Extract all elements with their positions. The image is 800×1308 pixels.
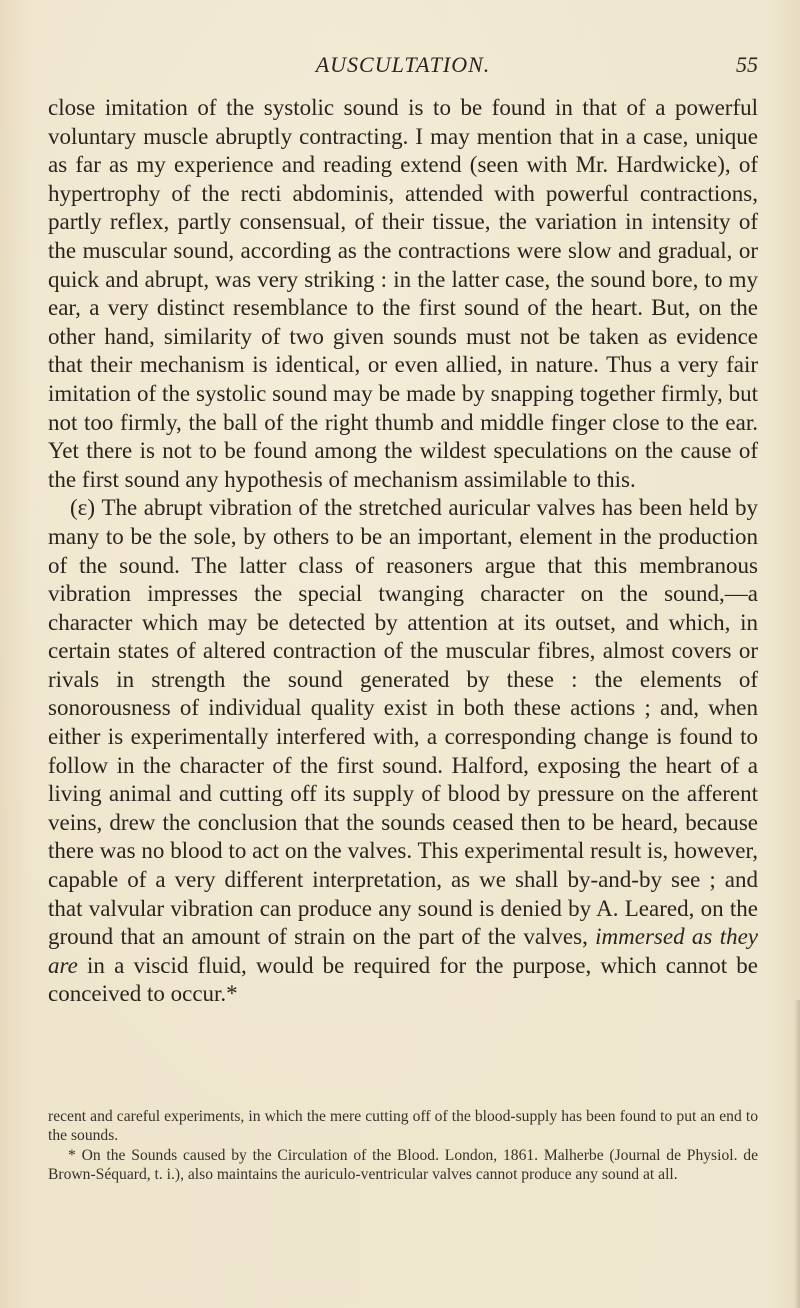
page-header bbox=[48, 50, 758, 84]
paragraph-text: (ε) The abrupt vibration of the stretched auricular valves has been held by many to be the sole, by others to be an important, element in the production of the sound. The latter class of reasoners argue that this membranous vibration impresses the special twanging character on the sound,—a character which may be detected by attention at its outset, and which, in certain states of altered contraction of the muscular fibres, almost covers or rivals in strength the sound generated by these : the elements of sonorousness of individual quality exist in both these actions ; and, when either is experimentally interfered with, a corresponding change is found to follow in the character of the first sound. Halford, exposing the heart of a living animal and cutting off its supply of blood by pressure on the afferent veins, drew the conclusion that the sounds ceased then to be heard, because there was no blood to act on the valves. This experimental result is, however, capable of a very different interpretation, as we shall by-and-by see ; and that valvular vibration can produce any sound is denied by A. Leared, on the ground that an amount of strain on the part of the valves, bbox=[48, 495, 758, 950]
page-edge-shadow bbox=[794, 1000, 800, 1308]
italic-phrase: immersed as they are bbox=[48, 924, 758, 978]
footnotes bbox=[48, 1107, 758, 1184]
body-text bbox=[48, 94, 758, 1009]
paragraph-text: close imitation of the systolic sound is to be found in that of a powerful voluntary muscle abruptly contracting. I may mention that in a case, unique as far as my experience and reading extend (seen with Mr. Hardwicke), of hypertrophy of the recti abdominis, attended with powerful contractions, partly reflex, partly consensual, of their tissue, the variation in intensity of the muscular sound, according as the contractions were slow and gradual, or quick and abrupt, was very striking : in the latter case, the sound bore, to my ear, a very distinct resemblance to the first sound of the heart. But, on the other hand, similarity of two given sounds must not be taken as evidence that their mechanism is identical, or even allied, in nature. Thus a very fair imitation of the systolic sound may be made by snapping together firmly, but not too firmly, the ball of the right thumb and middle finger close to the ear. Yet there is not to be found among the wildest speculations on the cause of the first sound any hypothesis of mechanism assimilable to this. bbox=[48, 95, 758, 492]
paragraph-systolic-imitation bbox=[48, 94, 758, 494]
footnote-asterisk: * On the Sounds caused by the Circulation of the Blood. London, 1861. Malherbe (Journal de Physiol. de Brown-Séquard, t. i.), also maintains the auriculo-ventricular valves cannot produce any sound at all. bbox=[48, 1146, 758, 1183]
running-head: AUSCULTATION. bbox=[315, 52, 491, 77]
paragraph-auricular-valves bbox=[48, 494, 758, 1009]
footnote-continuation: recent and careful experiments, in which the mere cutting off of the blood-supply has been found to put an end to the sounds. bbox=[48, 1108, 758, 1145]
paragraph-text-end: in a viscid fluid, would be required for the purpose, which cannot be conceived to occur.* bbox=[48, 952, 758, 1007]
page-number: 55 bbox=[736, 52, 758, 77]
